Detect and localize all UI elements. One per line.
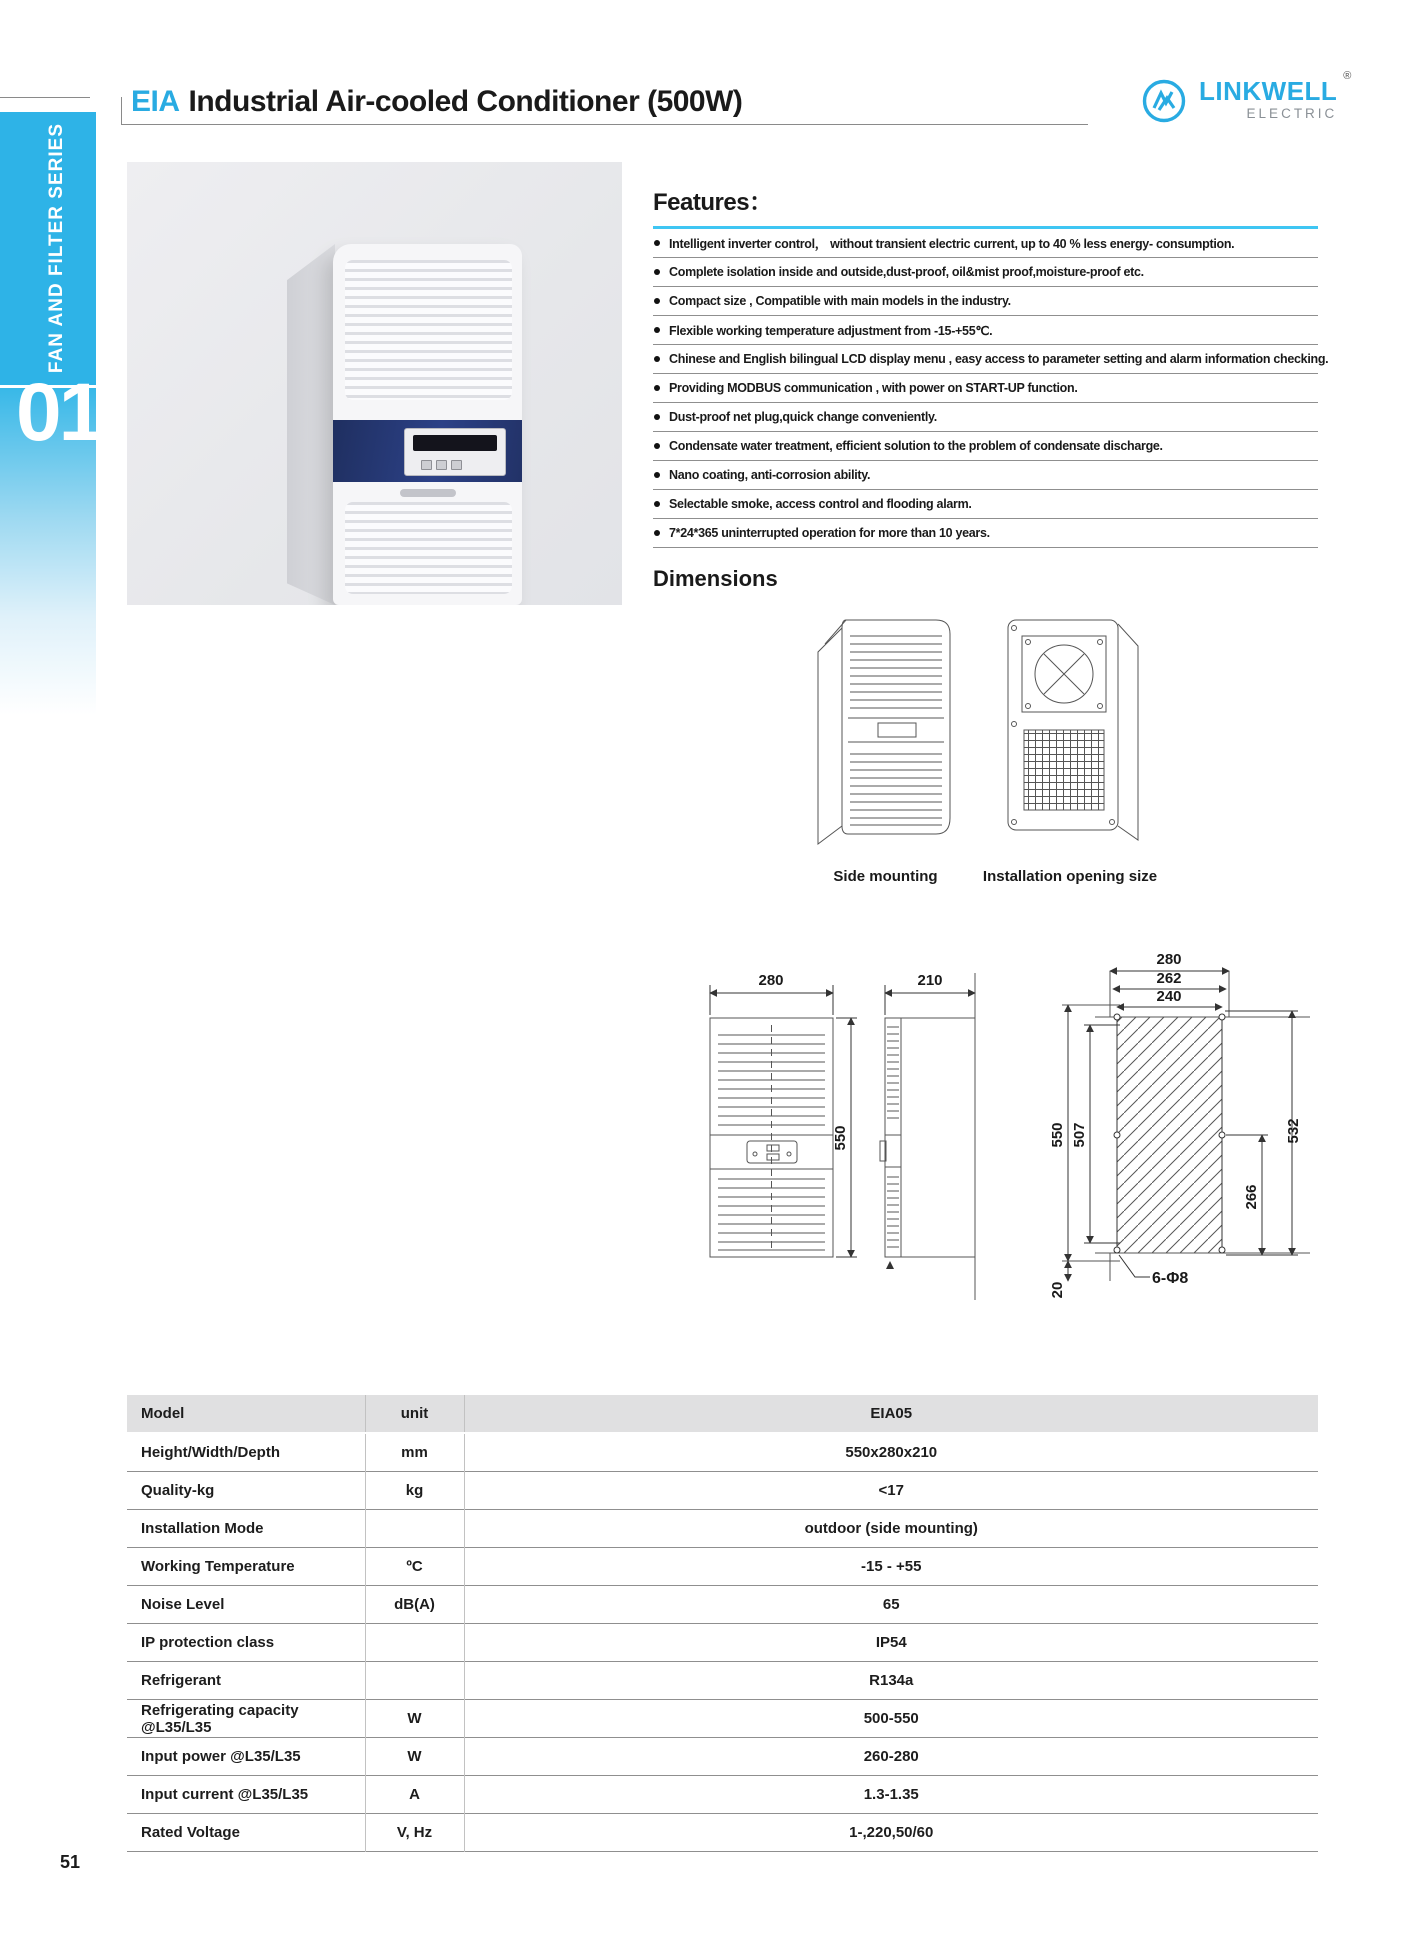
brand-logo-text — [1199, 70, 1352, 121]
bullet-icon — [654, 327, 660, 333]
linkwell-logo-icon — [1141, 78, 1187, 124]
feature-item: Intelligent inverter control， without transient electric current, up to 40 % less energy- consumption. — [653, 229, 1318, 258]
registered-mark: ® — [1343, 70, 1352, 82]
product-louver-bottom — [345, 502, 512, 594]
page-number: 51 — [60, 1852, 81, 1872]
table-row: Height/Width/Depth mm 550x280x210 — [127, 1433, 1318, 1472]
feature-item: Complete isolation inside and outside,dust-proof, oil&mist proof,moisture-proof etc. — [653, 258, 1318, 287]
svg-text:262: 262 — [1156, 970, 1182, 987]
table-row: Input current @L35/L35 A 1.3-1.35 — [127, 1776, 1318, 1814]
feature-item: Chinese and English bilingual LCD display menu , easy access to parameter setting and alarm information checking. — [653, 345, 1318, 374]
spec-header-model: Model — [127, 1395, 365, 1433]
table-row: Refrigerating capacity @L35/L35 W 500-550 — [127, 1700, 1318, 1738]
feature-item: Compact size , Compatible with main models in the industry. — [653, 287, 1318, 316]
table-row: Quality-kg kg <17 — [127, 1472, 1318, 1510]
iso-front-drawing — [798, 606, 973, 856]
bullet-icon — [654, 443, 660, 449]
product-control-band — [333, 420, 522, 482]
svg-text:280: 280 — [758, 972, 784, 989]
spec-table — [127, 1395, 1318, 1852]
svg-text:20: 20 — [1049, 1281, 1066, 1299]
svg-text:240: 240 — [1156, 988, 1182, 1005]
bullet-icon — [654, 472, 660, 478]
product-brand-strip — [400, 489, 456, 497]
dimensions-heading: Dimensions — [653, 566, 778, 591]
sidebar-series-label: FAN AND FILTER SERIES — [46, 123, 67, 374]
product-unit-front — [333, 244, 522, 605]
sidebar-chapter-band — [0, 367, 102, 715]
feature-item: Selectable smoke, access control and flooding alarm. — [653, 490, 1318, 519]
title-series-code: EIA — [131, 85, 180, 118]
bullet-icon — [654, 414, 660, 420]
bullet-icon — [654, 240, 660, 246]
product-buttons — [421, 460, 462, 470]
title-text: Industrial Air-cooled Conditioner (500W) — [188, 85, 743, 118]
feature-item: 7*24*365 uninterrupted operation for more than 10 years. — [653, 519, 1318, 548]
feature-item: Dust-proof net plug,quick change conveniently. — [653, 403, 1318, 432]
product-unit-illustration — [287, 244, 522, 605]
product-control-panel — [404, 428, 506, 476]
iso-back-drawing — [990, 604, 1155, 854]
table-row: IP protection class IP54 — [127, 1624, 1318, 1662]
table-row: Refrigerant R134a — [127, 1662, 1318, 1700]
spec-header-row — [127, 1395, 1318, 1433]
brand-logo — [1141, 70, 1352, 124]
svg-text:280: 280 — [1156, 951, 1182, 968]
sidebar-series-band — [0, 112, 96, 385]
page-title — [131, 85, 742, 119]
title-underline-rule — [121, 124, 1088, 125]
title-tick-rule — [121, 97, 122, 124]
bullet-icon — [654, 385, 660, 391]
feature-item: Flexible working temperature adjustment from -15-+55℃. — [653, 316, 1318, 345]
spec-header-unit: unit — [365, 1395, 464, 1433]
bullet-icon — [654, 356, 660, 362]
features-section — [653, 150, 1329, 548]
svg-text:532: 532 — [1285, 1118, 1302, 1144]
svg-text:210: 210 — [917, 972, 943, 989]
feature-item: Nano coating, anti-corrosion ability. — [653, 461, 1318, 490]
product-unit-side — [287, 244, 335, 605]
table-row: Working Temperature ºC -15 - +55 — [127, 1548, 1318, 1586]
feature-item: Condensate water treatment, efficient solution to the problem of condensate discharge. — [653, 432, 1318, 461]
svg-text:266: 266 — [1243, 1184, 1260, 1210]
bullet-icon — [654, 501, 660, 507]
svg-text:6-Φ8: 6-Φ8 — [1152, 1270, 1189, 1287]
bullet-icon — [654, 298, 660, 304]
front-side-dimension-drawing — [685, 955, 1030, 1315]
product-display — [413, 435, 497, 451]
brand-name: LINKWELL — [1199, 76, 1338, 106]
features-heading: Features： — [653, 189, 773, 216]
spec-header-value: EIA05 — [464, 1395, 1318, 1433]
features-list — [653, 229, 1329, 548]
brand-subtitle: ELECTRIC — [1246, 106, 1338, 121]
table-row: Rated Voltage V, Hz 1-,220,50/60 — [127, 1814, 1318, 1852]
sidebar-top-rule — [0, 97, 90, 98]
feature-item: Providing MODBUS communication , with power on START-UP function. — [653, 374, 1318, 403]
iso-front-label: Side mounting — [833, 868, 938, 885]
bullet-icon — [654, 530, 660, 536]
table-row: Installation Mode outdoor (side mounting) — [127, 1510, 1318, 1548]
sidebar-chapter-number: 01 — [16, 367, 102, 458]
iso-back-label: Installation opening size — [982, 868, 1158, 885]
svg-text:550: 550 — [832, 1125, 849, 1151]
table-row: Input power @L35/L35 W 260-280 — [127, 1738, 1318, 1776]
svg-text:550: 550 — [1049, 1122, 1066, 1148]
opening-dimension-drawing — [1040, 945, 1340, 1320]
svg-text:507: 507 — [1071, 1122, 1088, 1148]
bullet-icon — [654, 269, 660, 275]
table-row: Noise Level dB(A) 65 — [127, 1586, 1318, 1624]
product-louver-top — [345, 260, 512, 400]
product-photo — [127, 162, 622, 605]
